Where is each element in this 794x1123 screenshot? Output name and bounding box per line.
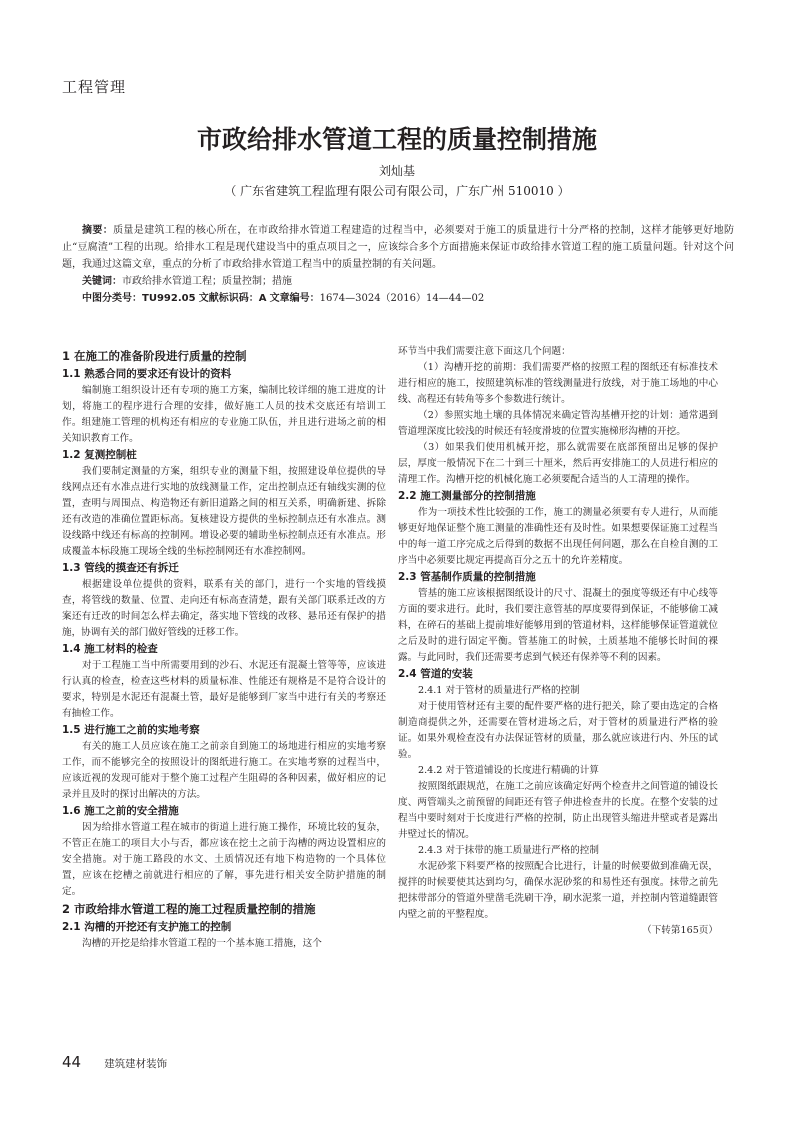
paragraph: 作为一项技术性比较强的工作，施工的测量必须要有专人进行，从而能够更好地保证整个施工测量的准确性还有及时性。如果想要保证施工过程当中的每一道工序完成之后得到的数据不出现任何问题，那么在自检自测的工序当中必须要比规定再提高百分之五十的允许差精度。 [398, 507, 718, 566]
left-column [62, 347, 386, 952]
abstract-block [62, 222, 734, 307]
paragraph: （2）参照实地土壤的具体情况来确定管沟基槽开挖的计划：通常遇到管道埋深度比较浅的时候还有轻度滑坡的位置实施梯形沟槽的开挖。 [398, 410, 718, 437]
subsection-heading: 2.1 沟槽的开挖还有支护施工的控制 [62, 921, 232, 933]
subsection-heading: 1.6 施工之前的安全措施 [62, 805, 179, 817]
subsubsection-heading: 2.4.2 对于管道铺设的长度进行精确的计算 [418, 765, 599, 776]
subsubsection-heading: 2.4.1 对于管材的质量进行严格的控制 [418, 685, 580, 696]
paragraph: 对于工程施工当中所需要用到的沙石、水泥还有混凝土管等等，应该进行认真的检查，检查这些材料的质量标准、性能还有规格是不是符合设计的要求，特别是水泥还有混凝土管，最好是能够到厂家当中进行有关的考察还有抽检工作。 [62, 660, 386, 719]
subsection-heading: 2.2 施工测量部分的控制措施 [398, 490, 536, 502]
paragraph: （1）沟槽开挖的前期：我们需要严格的按照工程的图纸还有标准技术进行相应的施工，按照建筑标准的管线测量进行放线，对于施工场地的中心线、高程还有转角等多个参数进行统计。 [398, 362, 718, 405]
paragraph: 有关的施工人员应该在施工之前亲自到施工的场地进行相应的实地考察工作，而不能够完全的按照设计的图纸进行施工。在实地考察的过程当中，应该近视的发现可能对于整个施工过程产生阻碍的各种因素，做好相应的记录并且及时的探讨出解决的方法。 [62, 741, 386, 800]
journal-name: 建筑建材装饰 [104, 1058, 168, 1070]
subsection-heading: 1.5 进行施工之前的实地考察 [62, 724, 200, 736]
page-number: 44 [62, 1053, 82, 1071]
author: 刘灿基 [378, 164, 415, 178]
classification-line: 中图分类号：TU992.05 文献标识码：A 文章编号：1674—3024（2016）14—44—02 [82, 293, 485, 304]
paragraph: 按照图纸跟规范，在施工之前应该确定好两个检查井之间管道的铺设长度、两管端头之前预留的间距还有管子伸进检查井的长度。在整个安装的过程当中要时刻对于长度进行严格的控制，防止出现管头缩进井壁或者是露出井壁过长的情况。 [398, 781, 718, 840]
abstract: 摘要：质量是建筑工程的核心所在，在市政给排水管道工程建造的过程当中，必须要对于施工的质量进行十分严格的控制，这样才能够更好地防止“豆腐渣”工程的出现。给排水工程是现代建设当中的重点项目之一，应该综合多个方面措施来保证市政给排水管道工程的施工质量问题。针对这个问题，我通过这篇文章，重点的分析了市政给排水管道工程当中的质量控制的有关问题。 [62, 225, 735, 270]
subsubsection-heading: 2.4.3 对于抹带的施工质量进行严格的控制 [418, 845, 599, 856]
paragraph: （3）如果我们使用机械开挖，那么就需要在底部预留出足够的保护层，厚度一般情况下在二十到三十厘米，然后再安排施工的人员进行相应的清理工作。沟槽开挖的机械化施工必须要配合适当的人工清理的操作。 [398, 442, 718, 485]
paragraph: 环节当中我们需要注意下面这几个问题： [398, 346, 571, 357]
paragraph: 水泥砂浆下料要严格的按照配合比进行，计量的时候要做到准确无误，搅拌的时候要使其达到均匀，确保水泥砂浆的和易性还有强度。抹带之前先把抹带部分的管道外壁凿毛洗刷干净，刷水泥浆一道，并控制内管道缝跟管内壁之前的平整程度。 [398, 861, 718, 920]
affiliation: （ 广东省建筑工程监理有限公司有限公司，广东广州 510010 ） [224, 184, 570, 198]
page-footer [62, 1052, 167, 1071]
continued-note: （下转第165页） [642, 925, 718, 936]
subsection-heading: 1.2 复测控制桩 [62, 449, 137, 461]
paragraph: 编制施工组织设计还有专项的施工方案，编制比较详细的施工进度的计划，将施工的程序进行合理的安排，做好施工人员的技术交底还有培训工作。组建施工管理的机构还有相应的专业施工队伍，并且进行进场之前的相关知识教育工作。 [62, 385, 386, 444]
subsection-heading: 2.3 管基制作质量的控制措施 [398, 571, 536, 583]
section-tag: 工程管理 [62, 78, 127, 96]
right-column [398, 344, 718, 939]
paragraph: 沟槽的开挖是给排水管道工程的一个基本施工措施，这个 [82, 938, 322, 949]
section-heading: 2 市政给排水管道工程的施工过程质量控制的措施 [62, 902, 316, 916]
subsection-heading: 1.4 施工材料的检查 [62, 643, 158, 655]
keywords: 关键词：市政给排水管道工程；质量控制；措施 [82, 276, 292, 287]
subsection-heading: 1.3 管线的摸查还有拆迁 [62, 562, 179, 574]
article-title: 市政给排水管道工程的质量控制措施 [196, 125, 597, 154]
paragraph: 我们要制定测量的方案，组织专业的测量下组，按照建设单位提供的导线网点还有水准点进行实地的放线测量工作，定出控制点还有轴线实测的位置，查明与周围点、构造物还有新旧道路之间的相互关系，明确新建、拆除还有改造的准确位置距标高。复核建设方提供的坐标控制点还有水准点。测设线路中线还有标高的控制网。增设必要的辅助坐标控制点还有水准点。形成覆盖本标段施工现场全线的坐标控制网还有水准控制网。 [62, 466, 386, 557]
subsection-heading: 1.1 熟悉合同的要求还有设计的资料 [62, 368, 232, 380]
paragraph: 因为给排水管道工程在城市的街道上进行施工操作，环境比较的复杂，不管正在施工的项目大小与否，都应该在挖土之前于沟槽的两边设置相应的安全措施。对于施工路段的水文、土质情况还有地下构造物的一个具体位置，应该在挖槽之前就进行相应的了解，事先进行相关安全防护措施的制定。 [62, 822, 386, 897]
paragraph: 根据建设单位提供的资料，联系有关的部门，进行一个实地的管线摸查，将管线的数量、位置、走向还有标高查清楚，跟有关部门联系迁改的方案还有迁改的时间怎么样去确定，落实地下管线的改移、悬吊还有保护的措施，协调有关的部门做好管线的迁移工作。 [62, 579, 386, 638]
paragraph: 管基的施工应该根据图纸设计的尺寸、混凝土的强度等级还有中心线等方面的要求进行。此时，我们要注意管基的厚度要得到保证，不能够偷工减料，在碎石的基础上提前堆好能够用到的管道材料，这样能够保证管道就位之后及时的进行固定平衡。管基施工的时候，土质基地不能够长时间的裸露。与此同时，我们还需要考虑到气候还有保养等不利的因素。 [398, 588, 718, 663]
paragraph: 对于使用管材还有主要的配件要严格的进行把关，除了要由选定的合格制造商提供之外，还需要在管材进场之后，对于管材的质量进行严格的验证。如果外观检查没有办法保证管材的质量，那么就应该进行内、外压的试验。 [398, 701, 718, 760]
section-heading: 1 在施工的准备阶段进行质量的控制 [62, 349, 247, 363]
subsection-heading: 2.4 管道的安装 [398, 668, 473, 680]
